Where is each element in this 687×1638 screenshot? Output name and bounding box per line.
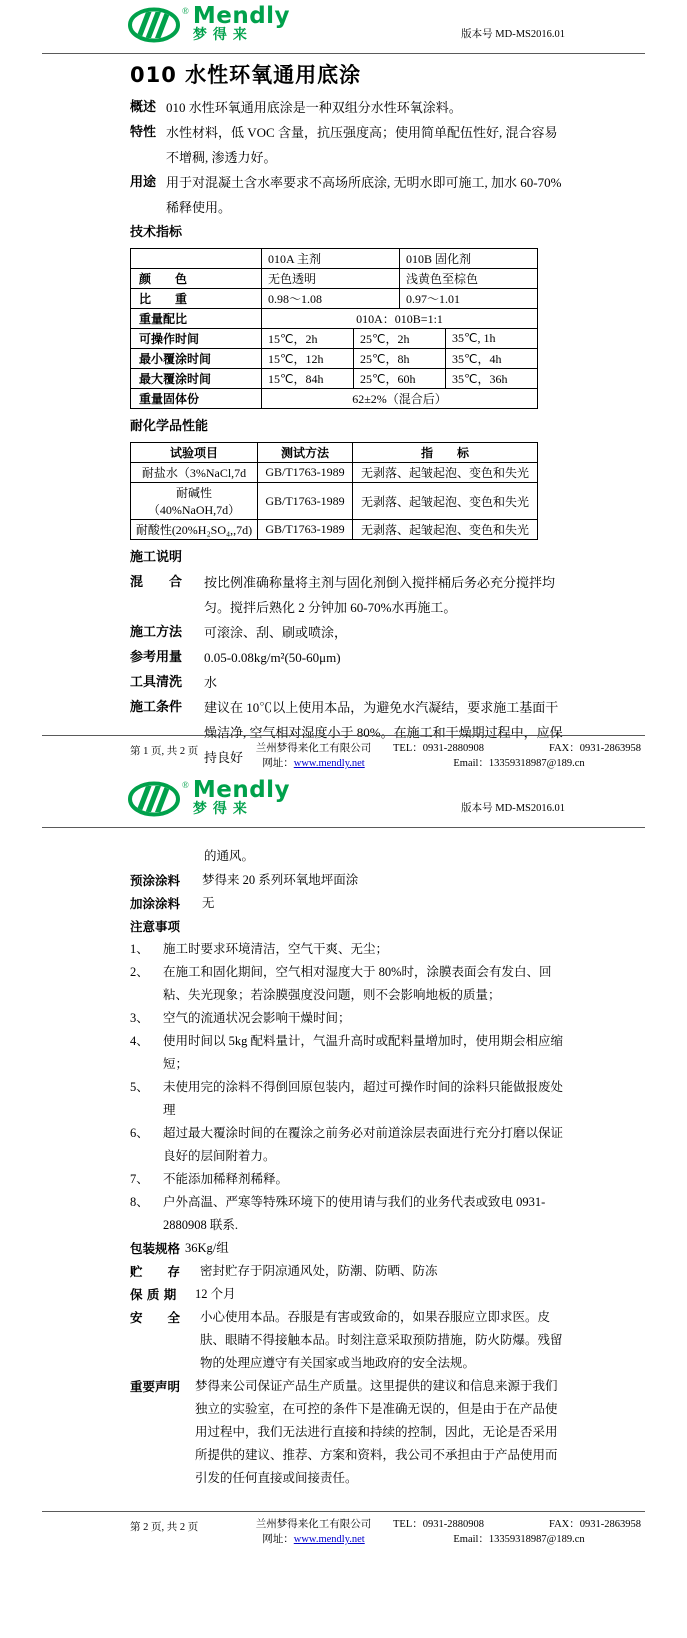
note-number: 7、 [130,1172,149,1186]
cleaning-label: 工具清洗 [130,675,183,690]
topcoat-label: 加涂涂料 [130,896,181,911]
precoat-label: 预涂涂料 [130,873,181,888]
brand-name-cn: 梦得来 [192,27,253,43]
tech-pot-life-35c: 35℃, 1h [446,329,538,349]
shelf-life-row [130,1283,569,1306]
cleaning-row [130,670,569,695]
tel-label: TEL：0931-2880908 [393,1519,484,1530]
note-item-8 [130,1191,569,1237]
storage-label: 贮 存 [130,1264,181,1279]
mixing-text: 按比例准确称量将主剂与固化剂倒入搅拌桶后务必充分搅拌均匀。搅拌后熟化 2 分钟加 60-70%水再施工。 [204,575,556,615]
tech-min-recoat-label: 最小覆涂时间 [131,349,262,369]
overview-text: 010 水性环氧通用底涂是一种双组分水性环氧涂料。 [166,100,462,115]
note-item-4 [130,1030,569,1076]
tech-min-recoat-35c: 35℃，4h [446,349,538,369]
tech-min-recoat-25c: 25℃，8h [354,349,446,369]
packing-label: 包装规格 [130,1241,181,1256]
website-label: 网址： [262,1534,294,1545]
header-divider [42,53,645,54]
note-text: 户外高温、严寒等特殊环境下的使用请与我们的业务代表或致电 0931-2880908 联系. [163,1195,546,1232]
statement-text: 梦得来公司保证产品生产质量。这里提供的建议和信息来源于我们独立的实验室，在可控的条件下是准确无误的，但是由于在产品使用过程中，我们无法进行直接和持续的控制，因此，无论是否采用所提供的建议、推荐、方案和资料，我公司不承担由于产品使用而引发的任何直接或间接责任。 [195,1379,558,1485]
page2-footer [42,1511,645,1547]
note-number: 2、 [130,965,149,979]
version-label: 版本号 MD-MS2016.01 [461,803,565,814]
safety-row [130,1306,569,1375]
note-number: 5、 [130,1080,149,1094]
safety-label: 安 全 [130,1310,181,1325]
tech-pot-life-15c: 15℃，2h [262,329,354,349]
condition-label: 施工条件 [130,700,183,715]
precoat-text: 梦得来 20 系列环氧地坪面涂 [202,873,359,887]
mendly-logo-icon [128,780,182,823]
note-text: 超过最大覆涂时间的在覆涂之前务必对前道涂层表面进行充分打磨以保证良好的层间附着力。 [163,1126,564,1163]
note-item-7 [130,1168,569,1191]
tel-label: TEL：0931-2880908 [393,743,484,754]
statement-row [130,1375,569,1490]
footer-company-block [234,1517,393,1547]
chem-resistance-heading: 耐化学品性能 [130,419,209,434]
note-item-6 [130,1122,569,1168]
brand-name-cn: 梦得来 [192,801,253,817]
page1-footer [42,735,645,771]
note-text: 未使用完的涂料不得倒回原包装内，超过可操作时间的涂料只能做报废处理 [163,1080,564,1117]
dosage-row [130,645,569,670]
note-item-2 [130,961,569,1007]
footer-company-block [234,741,393,771]
tech-col-b-header: 010B 固化剂 [400,249,538,269]
packing-text: 36Kg/组 [185,1241,229,1255]
cleaning-text: 水 [204,675,218,690]
tech-color-a: 无色透明 [262,269,400,289]
tech-row-max-recoat [131,369,538,389]
method-row [130,620,569,645]
tech-solids-value: 62±2%（混合后） [262,389,538,409]
chem-row-salt [131,463,538,483]
chem-alkali-item: 耐碱性（40%NaOH,7d） [131,483,258,520]
chem-resistance-table [130,442,538,540]
chem-row-alkali [131,483,538,520]
construction-heading: 施工说明 [130,550,183,565]
overview-row [130,95,569,120]
tech-header-row [131,249,538,269]
chem-acid-item: 耐酸性(20%H₂SO₄,,7d) [131,520,258,540]
note-number: 6、 [130,1126,149,1140]
email-label: Email：13359318987@189.cn [453,758,585,769]
note-item-5 [130,1076,569,1122]
chem-row-acid [131,520,538,540]
mixing-label: 混 合 [130,575,183,590]
tech-gravity-a: 0.98～1.08 [262,289,400,309]
tech-max-recoat-35c: 35℃，36h [446,369,538,389]
brand-logo [128,777,291,823]
chem-header-method: 测试方法 [258,443,353,463]
note-text: 不能添加稀释剂稀释。 [163,1172,289,1186]
mixing-row [130,570,569,620]
email-label: Email：13359318987@189.cn [453,1534,585,1545]
page1-content [130,62,569,770]
note-text: 在施工和固化期间，空气相对湿度大于 80%时，涂膜表面会有发白、回粘、失光现象；若涂膜强度没问题，则不会影响地板的质量； [163,965,552,1002]
registered-mark: ® [182,780,189,790]
tech-row-solids [131,389,538,409]
usage-text: 用于对混凝土含水率要求不高场所底涂, 无明水即可施工, 加水 60-70%稀释使用。 [166,175,562,215]
tech-pot-life-25c: 25℃，2h [354,329,446,349]
method-text: 可滚涂、刮、刷或喷涂， [204,625,348,640]
feature-row [130,120,569,170]
version-label: 版本号 MD-MS2016.01 [461,29,565,40]
storage-row [130,1260,569,1283]
document-page-2 [0,770,687,1638]
packing-row [130,1237,569,1260]
overview-label: 概述 [130,100,157,115]
brand-name: Mendly [192,3,291,29]
mendly-logo-icon [128,6,182,49]
chem-alkali-spec: 无剥落、起皱起泡、变色和失光 [353,483,538,520]
safety-text: 小心使用本品。吞服是有害或致命的，如果吞服应立即求医。皮肤、眼睛不得接触本品。时刻注意采取预防措施，防火防爆。残留物的处理应遵守有关国家或当地政府的安全法规。 [200,1310,563,1370]
condition-continuation-text: 的通风。 [204,849,255,863]
tech-empty-cell [131,249,262,269]
statement-label: 重要声明 [130,1379,181,1394]
usage-label: 用途 [130,175,157,190]
note-number: 3、 [130,1011,149,1025]
topcoat-row [130,892,569,915]
precoat-row [130,869,569,892]
tech-pot-life-label: 可操作时间 [131,329,262,349]
topcoat-text: 无 [202,896,215,910]
tech-row-color [131,269,538,289]
website-label: 网址： [262,758,294,769]
note-number: 4、 [130,1034,149,1048]
page-number: 第 1 页, 共 2 页 [130,746,199,757]
company-name: 兰州梦得来化工有限公司 [255,1519,372,1530]
tech-max-recoat-15c: 15℃，84h [262,369,354,389]
tech-solids-label: 重量固体份 [131,389,262,409]
tech-col-a-header: 010A 主剂 [262,249,400,269]
page-number: 第 2 页, 共 2 页 [130,1522,199,1533]
website-link[interactable]: www.mendly.net [293,758,365,769]
chem-alkali-method: GB/T1763-1989 [258,483,353,520]
tech-row-ratio [131,309,538,329]
tech-specs-heading: 技术指标 [130,225,183,240]
note-number: 1、 [130,942,149,956]
brand-name: Mendly [192,777,291,803]
document-page-1 [0,0,687,770]
chem-salt-spec: 无剥落、起皱起泡、变色和失光 [353,463,538,483]
chem-header-item: 试验项目 [131,443,258,463]
brand-wordmark [192,777,291,817]
dosage-label: 参考用量 [130,650,183,665]
chem-salt-method: GB/T1763-1989 [258,463,353,483]
note-text: 空气的流通状况会影响干燥时间； [163,1011,351,1025]
chem-header-spec: 指 标 [353,443,538,463]
feature-text: 水性材料，低 VOC 含量，抗压强度高；使用简单配伍性好, 混合容易不增稠, 渗透力好。 [166,125,558,165]
tech-ratio-value: 010A：010B=1:1 [262,309,538,329]
tech-row-pot-life [131,329,538,349]
footer-contact-block [393,741,645,771]
tech-gravity-b: 0.97～1.01 [400,289,538,309]
tech-ratio-label: 重量配比 [131,309,262,329]
usage-row [130,170,569,220]
note-text: 使用时间以 5kg 配料量计，气温升高时或配料量增加时，使用期会相应缩短； [163,1034,564,1071]
chem-acid-method: GB/T1763-1989 [258,520,353,540]
notes-heading: 注意事项 [130,919,181,934]
tech-gravity-label: 比 重 [131,289,262,309]
shelf-life-text: 12 个月 [195,1287,236,1301]
tech-color-label: 颜 色 [131,269,262,289]
page-header [0,0,687,53]
note-item-3 [130,1007,569,1030]
storage-text: 密封贮存于阴凉通风处，防潮、防晒、防冻 [200,1264,438,1278]
dosage-text: 0.05-0.08kg/m²(50-60μm) [204,650,341,665]
website-link[interactable]: www.mendly.net [293,1534,365,1545]
company-name: 兰州梦得来化工有限公司 [255,743,372,754]
tech-min-recoat-15c: 15℃，12h [262,349,354,369]
page-title: 010 水性环氧通用底涂 [130,63,362,87]
note-text: 施工时要求环境清洁，空气干爽、无尘； [163,942,389,956]
fax-label: FAX：0931-2863958 [549,743,641,754]
shelf-life-label: 保 质 期 [130,1287,177,1302]
tech-specs-table [130,248,538,409]
tech-max-recoat-label: 最大覆涂时间 [131,369,262,389]
condition-text: 建议在 10℃以上使用本品，为避免水汽凝结，要求施工基面干燥洁净, 空气相对湿度小于 80%。在施工和干燥期过程中，应保持良好 [204,700,563,765]
page2-content [130,828,569,1490]
feature-label: 特性 [130,125,157,140]
registered-mark: ® [182,6,189,16]
footer-contact-block [393,1517,645,1547]
tech-row-gravity [131,289,538,309]
note-number: 8、 [130,1195,149,1209]
brand-logo [128,3,291,49]
method-label: 施工方法 [130,625,183,640]
tech-row-min-recoat [131,349,538,369]
note-item-1 [130,938,569,961]
tech-color-b: 浅黄色至棕色 [400,269,538,289]
brand-wordmark [192,3,291,43]
fax-label: FAX：0931-2863958 [549,1519,641,1530]
chem-acid-spec: 无剥落、起皱起泡、变色和失光 [353,520,538,540]
chem-header-row [131,443,538,463]
tech-max-recoat-25c: 25℃，60h [354,369,446,389]
chem-salt-item: 耐盐水（3%NaCl,7d [131,463,258,483]
page-header [0,770,687,827]
